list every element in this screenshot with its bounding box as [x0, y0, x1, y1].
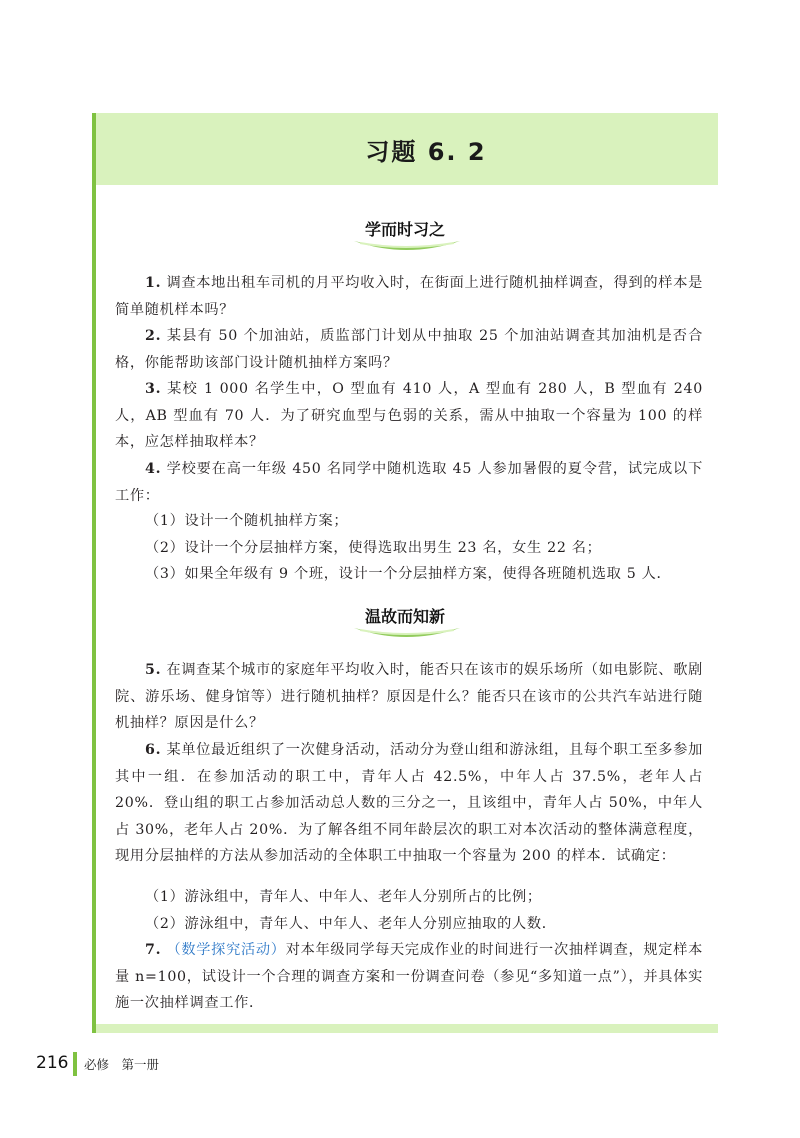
- question-3: [115, 376, 703, 456]
- section-title: 学而时习之: [364, 220, 445, 239]
- sub-item: （3）如果全年级有 9 个班，设计一个分层抽样方案，使得各班随机选取 5 人．: [145, 566, 672, 582]
- question-text: 对本年级同学每天完成作业的时间进行一次抽样调查，规定样本量 n=100，试设计一个合理的调查方案和一份调查问卷（参见“多知道一点”），并具体实施一次抽样调查工作．: [115, 942, 703, 1011]
- question-number: 6.: [145, 742, 162, 758]
- page-title: 习题 6. 2: [365, 137, 487, 166]
- sub-item: （1）设计一个随机抽样方案；: [145, 513, 349, 529]
- question-text: 某县有 50 个加油站，质监部门计划从中抽取 25 个加油站调查其加油机是否合格，你能帮助该部门设计随机抽样方案吗？: [115, 328, 703, 371]
- question-2: [115, 323, 703, 376]
- sub-item: （2）设计一个分层抽样方案，使得选取出男生 23 名，女生 22 名；: [145, 540, 602, 556]
- section-title: 温故而知新: [364, 607, 445, 626]
- question-number: 5.: [145, 662, 162, 678]
- question-text: 某单位最近组织了一次健身活动，活动分为登山组和游泳组，且每个职工至多参加其中一组．在参加活动的职工中，青年人占 42.5%，中年人占 37.5%，老年人占 20%．登山组的职工占参加活动总人数的三分之一，且该组中，青年人占 50%，中年人占 30%，老年人占 20%．为了解各组不同年龄层次的职工对本次活动的整体满意程度，现用分层抽样的方法从参加活动的全体职工中抽取一个容量为 200 的样本．试确定：: [115, 742, 703, 864]
- question-6: [115, 737, 703, 870]
- sub-item: （1）游泳组中，青年人、中年人、老年人分别所占的比例；: [145, 889, 542, 905]
- question-5: [115, 657, 703, 737]
- section-heading-1: [340, 217, 470, 257]
- question-number: 3.: [145, 381, 162, 397]
- question-number: 1.: [145, 275, 162, 291]
- question-text: 某校 1 000 名学生中，O 型血有 410 人，A 型血有 280 人，B 型血有 240 人，AB 型血有 70 人．为了研究血型与色弱的关系，需从中抽取一个容量为 100 的样本，应怎样抽取样本？: [115, 381, 703, 450]
- title-bar: [96, 113, 718, 185]
- question-1: [115, 270, 703, 323]
- question-7: [115, 937, 703, 1017]
- activity-tag: （数学探究活动）: [166, 942, 286, 958]
- question-text: 学校要在高一年级 450 名同学中随机选取 45 人参加暑假的夏令营，试完成以下工作：: [115, 461, 703, 504]
- sub-item: （2）游泳组中，青年人、中年人、老年人分别应抽取的人数．: [145, 916, 557, 932]
- question-text: 在调查某个城市的家庭年平均收入时，能否只在该市的娱乐场所（如电影院、歌剧院、游乐场、健身馆等）进行随机抽样？原因是什么？能否只在该市的公共汽车站进行随机抽样？原因是什么？: [115, 662, 703, 731]
- book-title: 必修 第一册: [84, 1057, 160, 1072]
- question-number: 4.: [145, 461, 162, 477]
- question-text: 调查本地出租车司机的月平均收入时，在街面上进行随机抽样调查，得到的样本是简单随机样本吗？: [115, 275, 703, 318]
- panel-bottom-bar: [96, 1024, 718, 1033]
- footer-divider: [73, 1052, 77, 1076]
- page-number: 216: [36, 1053, 69, 1073]
- question-number: 2.: [145, 328, 162, 344]
- question-4: [115, 456, 703, 509]
- question-number: 7.: [145, 942, 162, 958]
- section-heading-2: [340, 604, 470, 644]
